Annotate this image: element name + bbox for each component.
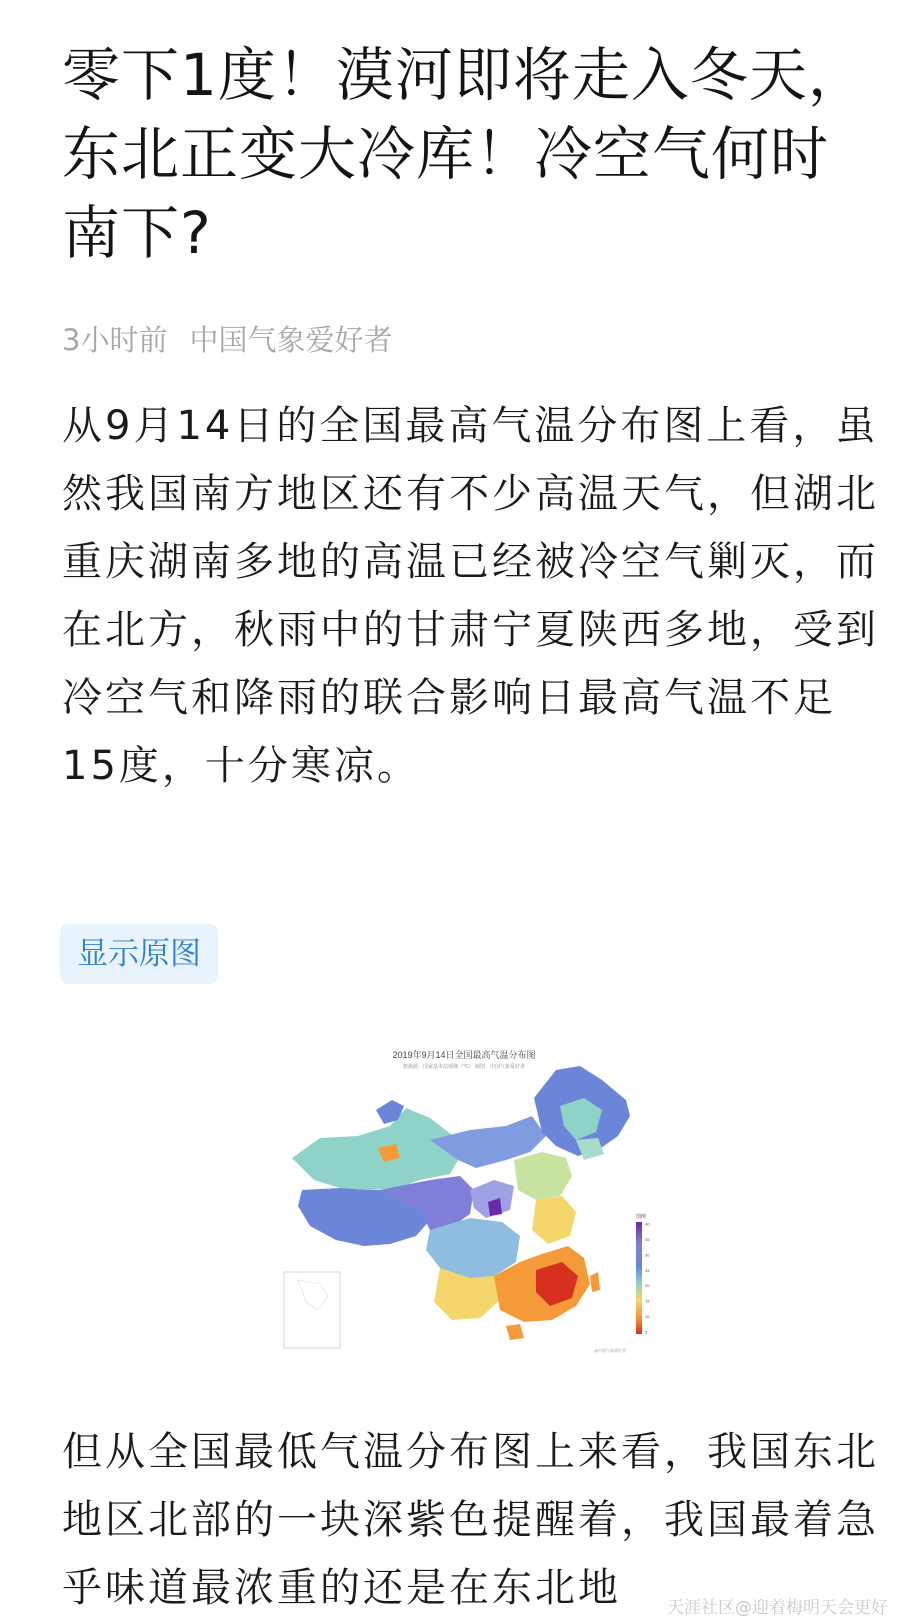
legend-tick-label: 20 bbox=[645, 1283, 650, 1289]
map-credit: @中国气象爱好者 bbox=[593, 1348, 626, 1353]
watermark: 天涯社区@迎着梅明天会更好 bbox=[667, 1598, 888, 1618]
temperature-map-svg bbox=[280, 1040, 664, 1360]
map-inset-box bbox=[284, 1272, 340, 1348]
legend-tick-label: 40 bbox=[645, 1221, 650, 1227]
article-paragraph: 但从全国最低气温分布图上来看，我国东北地区北部的一块深紫色提醒着，我国最着急乎味道最浓重的还是在东北地 bbox=[62, 1429, 879, 1611]
legend-tick-label: 35 bbox=[645, 1236, 650, 1242]
legend-tick-label: 30 bbox=[645, 1252, 650, 1258]
legend-tick-label: 15 bbox=[645, 1298, 650, 1304]
legend-tick-label: 25 bbox=[645, 1267, 650, 1273]
legend-title: 图例 bbox=[636, 1214, 647, 1220]
map-title: 2019年9月14日全国最高气温分布图 bbox=[392, 1050, 536, 1060]
map-subtitle: 数据源：国家基本站观测（°C） 制图：中国气象爱好者 bbox=[402, 1064, 526, 1070]
map-region-central-east bbox=[532, 1196, 576, 1244]
show-original-button[interactable]: 显示原图 bbox=[60, 924, 218, 984]
legend-tick-label: 5 bbox=[645, 1329, 648, 1335]
source-name[interactable]: 中国气象爱好者 bbox=[189, 323, 393, 357]
map-region-northwest bbox=[292, 1108, 460, 1190]
legend-color-bar bbox=[636, 1222, 642, 1334]
article-paragraph: 从9月14日的全国最高气温分布图上看，虽然我国南方地区还有不少高温天气，但湖北重庆湖南多地的高温已经被冷空气剿灭，而在北方，秋雨中的甘肃宁夏陕西多地，受到冷空气和降雨的联合影响日最高气温不足15度，十分寒凉。 bbox=[62, 403, 879, 789]
publish-time: 3小时前 bbox=[62, 323, 168, 357]
legend-ticks bbox=[645, 1222, 650, 1335]
article-title: 零下1度！漠河即将走入冬天，东北正变大冷库！冷空气何时南下? bbox=[62, 41, 867, 267]
map-region-north-china bbox=[514, 1152, 572, 1200]
map-region-taiwan bbox=[590, 1272, 600, 1292]
map-region-hainan bbox=[506, 1324, 524, 1340]
map-inset-outline bbox=[298, 1280, 328, 1310]
article-meta bbox=[62, 318, 392, 359]
temperature-map-image[interactable] bbox=[280, 1040, 664, 1360]
legend-tick-label: 10 bbox=[645, 1314, 650, 1320]
